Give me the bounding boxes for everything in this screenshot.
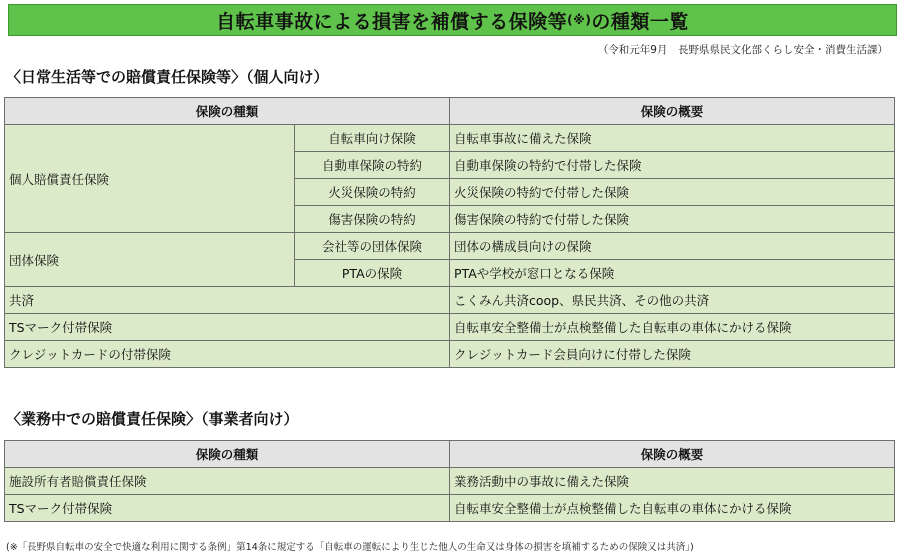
summary: 自転車事故に備えた保険 bbox=[450, 125, 895, 152]
summary: 自転車安全整備士が点検整備した自転車の車体にかける保険 bbox=[450, 314, 895, 341]
group-group-insurance: 団体保険 bbox=[5, 233, 295, 287]
insurance-type: 施設所有者賠償責任保険 bbox=[5, 468, 450, 495]
summary: クレジットカード会員向けに付帯した保険 bbox=[450, 341, 895, 368]
source-note: （令和元年9月 長野県県民文化部くらし安全・消費生活課） bbox=[597, 44, 888, 56]
table-header-row bbox=[5, 441, 895, 468]
summary: PTAや学校が窓口となる保険 bbox=[450, 260, 895, 287]
insurance-type: TSマーク付帯保険 bbox=[5, 314, 450, 341]
sub-type: 会社等の団体保険 bbox=[295, 233, 450, 260]
table-row bbox=[5, 468, 895, 495]
table-row bbox=[5, 233, 895, 260]
section-heading-business: 〈業務中での賠償責任保険〉（事業者向け） bbox=[6, 410, 299, 428]
insurance-type: 共済 bbox=[5, 287, 450, 314]
table-row bbox=[5, 495, 895, 522]
table-row bbox=[5, 125, 895, 152]
sub-type: 自動車保険の特約 bbox=[295, 152, 450, 179]
title-suffix: の種類一覧 bbox=[591, 10, 689, 33]
header-summary: 保険の概要 bbox=[450, 98, 895, 125]
insurance-type: クレジットカードの付帯保険 bbox=[5, 341, 450, 368]
title-note-mark: (※) bbox=[567, 13, 592, 27]
summary: こくみん共済coop、県民共済、その他の共済 bbox=[450, 287, 895, 314]
page-title bbox=[8, 4, 897, 36]
summary: 自転車安全整備士が点検整備した自転車の車体にかける保険 bbox=[450, 495, 895, 522]
summary: 火災保険の特約で付帯した保険 bbox=[450, 179, 895, 206]
summary: 自動車保険の特約で付帯した保険 bbox=[450, 152, 895, 179]
table-row bbox=[5, 287, 895, 314]
sub-type: 自転車向け保険 bbox=[295, 125, 450, 152]
table-row bbox=[5, 314, 895, 341]
section-heading-personal: 〈日常生活等での賠償責任保険等〉（個人向け） bbox=[6, 68, 329, 86]
summary: 団体の構成員向けの保険 bbox=[450, 233, 895, 260]
title-main: 自転車事故による損害を補償する保険等 bbox=[216, 10, 568, 33]
personal-insurance-table bbox=[4, 97, 895, 368]
table-row bbox=[5, 341, 895, 368]
footnote: (※「長野県自転車の安全で快適な利用に関する条例」第14条に規定する「自転車の運転により生じた他人の生命又は身体の損害を填補するための保険又は共済」) bbox=[6, 542, 694, 553]
business-insurance-table bbox=[4, 440, 895, 522]
header-type: 保険の種類 bbox=[5, 98, 450, 125]
sub-type: 火災保険の特約 bbox=[295, 179, 450, 206]
insurance-type: TSマーク付帯保険 bbox=[5, 495, 450, 522]
header-type: 保険の種類 bbox=[5, 441, 450, 468]
group-personal-liability: 個人賠償責任保険 bbox=[5, 125, 295, 233]
table-header-row bbox=[5, 98, 895, 125]
header-summary: 保険の概要 bbox=[450, 441, 895, 468]
summary: 傷害保険の特約で付帯した保険 bbox=[450, 206, 895, 233]
sub-type: PTAの保険 bbox=[295, 260, 450, 287]
sub-type: 傷害保険の特約 bbox=[295, 206, 450, 233]
summary: 業務活動中の事故に備えた保険 bbox=[450, 468, 895, 495]
